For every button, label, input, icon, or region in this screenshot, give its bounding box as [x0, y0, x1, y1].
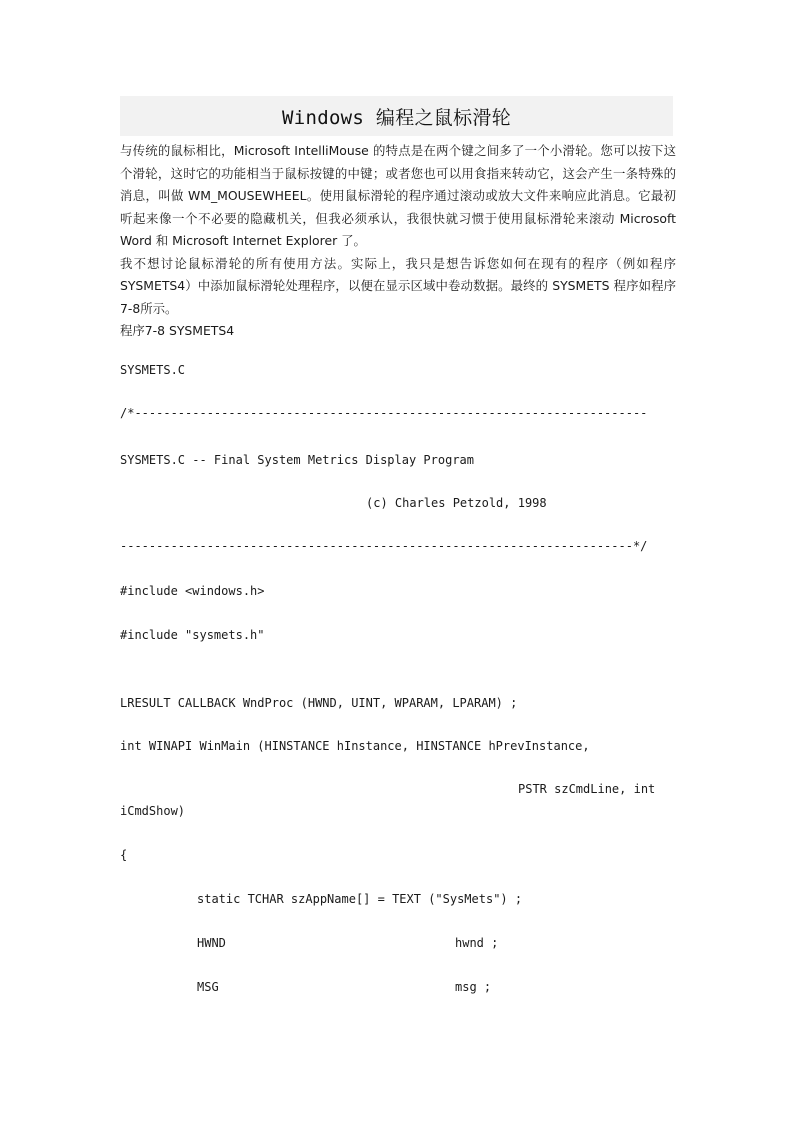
code-msg-var: msg ; [455, 980, 492, 994]
code-brace-open: { [120, 848, 128, 862]
code-comment-open: /*----------------------------------------------------------------------- [120, 406, 648, 420]
page-title: Windows 编程之鼠标滑轮 [281, 106, 511, 129]
code-proto-wndproc: LRESULT CALLBACK WndProc (HWND, UINT, WPARAM, LPARAM) ; [120, 696, 518, 710]
code-include-windows: #include <windows.h> [120, 584, 265, 598]
listing-caption: 程序7-8 SYSMETS4 [120, 323, 235, 338]
code-comment-title: SYSMETS.C -- Final System Metrics Display Program [120, 453, 475, 467]
code-winmain-line3: iCmdShow) [120, 804, 186, 818]
code-hwnd-type: HWND [197, 936, 226, 950]
code-hwnd-var: hwnd ; [455, 936, 499, 950]
code-comment-close: -----------------------------------------------------------------------*/ [120, 539, 648, 553]
code-comment-copyright: (c) Charles Petzold, 1998 [366, 496, 547, 510]
code-include-sysmets: #include "sysmets.h" [120, 628, 265, 642]
code-winmain-line1: int WINAPI WinMain (HINSTANCE hInstance, HINSTANCE hPrevInstance, [120, 739, 590, 753]
body-text [120, 140, 676, 343]
code-static-appname: static TCHAR szAppName[] = TEXT ("SysMets") ; [197, 892, 523, 906]
paragraph-intro: 与传统的鼠标相比，Microsoft IntelliMouse 的特点是在两个键之间多了一个小滑轮。您可以按下这个滑轮，这时它的功能相当于鼠标按键的中键；或者您也可以用食指来转动它，这会产生一条特殊的消息，叫做 WM_MOUSEWHEEL。使用鼠标滑轮的程序通过滚动或放大文件来响应此消息。它最初听起来像一个不必要的隐藏机关，但我必须承认，我很快就习惯于使用鼠标滑轮来滚动 Microsoft Word 和 Microsoft Internet Explorer 了。 [120, 143, 676, 248]
code-filename: SYSMETS.C [120, 363, 186, 377]
code-msg-type: MSG [197, 980, 219, 994]
title-bar [120, 96, 673, 136]
paragraph-scope: 我不想讨论鼠标滑轮的所有使用方法。实际上，我只是想告诉您如何在现有的程序（例如程序 SYSMETS4）中添加鼠标滑轮处理程序，以便在显示区域中卷动数据。最终的 SYSMETS 程序如程序7-8所示。 [120, 255, 676, 316]
code-winmain-line2: PSTR szCmdLine, int [518, 782, 656, 796]
